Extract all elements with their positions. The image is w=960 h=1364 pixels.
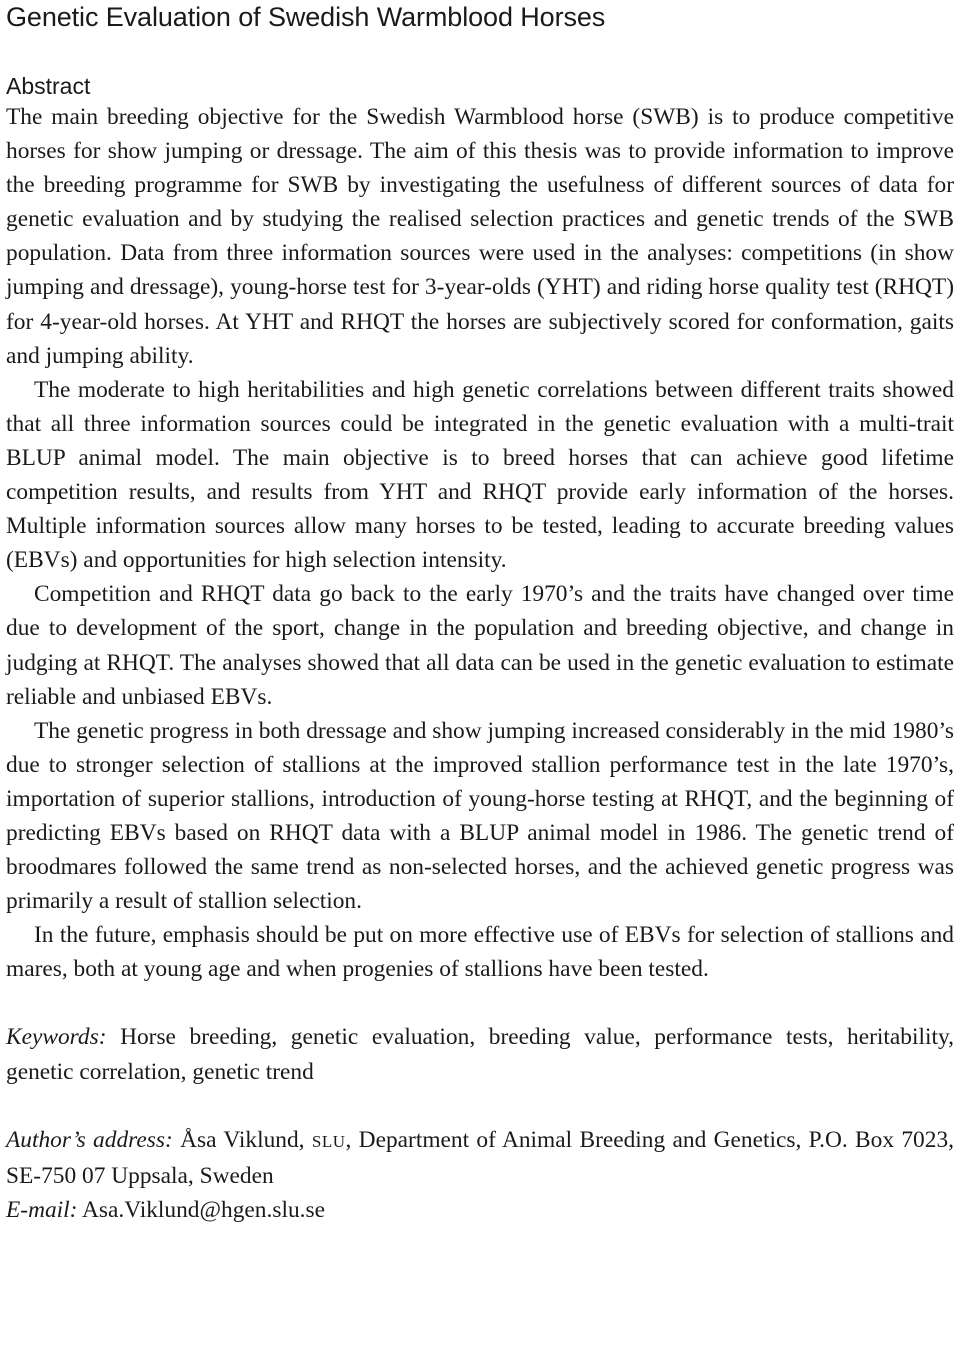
abstract-paragraph-3: Competition and RHQT data go back to the early 1970’s and the traits have changed over time due to development of the sport, change in the population and breeding objective, and change in judging at RHQT. The analyses showed that all data can be used in the genetic evaluation to estimate reliable and unbiased EBVs. (6, 581, 954, 710)
keywords-line (6, 1020, 954, 1088)
abstract-body (6, 100, 954, 1227)
email-label: E-mail: (6, 1196, 78, 1223)
author-address-label: Author’s address: (6, 1126, 173, 1153)
keywords-text: Horse breeding, genetic evaluation, breeding value, performance tests, heritability, genetic correlation, genetic trend (6, 1024, 954, 1085)
abstract-paragraph-4: The genetic progress in both dressage and show jumping increased considerably in the mid 1980’s due to stronger selection of stallions at the improved stallion performance test in the late 1970’s, importation of superior stallions, introduction of young-horse testing at RHQT, and the beginning of predicting EBVs based on RHQT data with a BLUP animal model in 1986. The genetic trend of broodmares followed the same trend as non-selected horses, and the achieved genetic progress was primarily a result of stallion selection. (6, 717, 954, 915)
abstract-heading: Abstract (6, 73, 91, 99)
document-title: Genetic Evaluation of Swedish Warmblood Horses (6, 2, 606, 32)
email-value[interactable]: Asa.Viklund@hgen.slu.se (77, 1196, 325, 1223)
author-name: Åsa Viklund, (172, 1126, 312, 1153)
author-address (6, 1123, 954, 1227)
abstract-paragraph-2: The moderate to high heritabilities and high genetic correlations between different traits showed that all three information sources could be integrated in the genetic evaluation with a multi-trait BLUP animal model. The main objective is to breed horses that can achieve good lifetime competition results, and results from YHT and RHQT provide early information of the horses. Multiple information sources allow many horses to be tested, leading to accurate breeding values (EBVs) and opportunities for high selection intensity. (6, 376, 954, 574)
abstract-paragraph-5: In the future, emphasis should be put on more effective use of EBVs for selection of stallions and mares, both at young age and when progenies of stallions have been tested. (6, 922, 954, 983)
author-org-abbrev: SLU (311, 1131, 346, 1151)
abstract-paragraph-1: The main breeding objective for the Swedish Warmblood horse (SWB) is to produce competitive horses for show jumping or dressage. The aim of this thesis was to provide information to improve the breeding programme for SWB by investigating the usefulness of different sources of data for genetic evaluation and by studying the realised selection practices and genetic trends of the SWB population. Data from three information sources were used in the analyses: competitions (in show jumping and dressage), young-horse test for 3-year-olds (YHT) and riding horse quality test (RHQT) for 4-year-old horses. At YHT and RHQT the horses are subjectively scored for conformation, gaits and jumping ability. (6, 104, 954, 369)
keywords-label: Keywords: (6, 1024, 107, 1051)
author-address-text: , Department of Animal Breeding and Genetics, P.O. Box 7023, SE-750 07 Uppsala, Sweden (6, 1126, 954, 1189)
